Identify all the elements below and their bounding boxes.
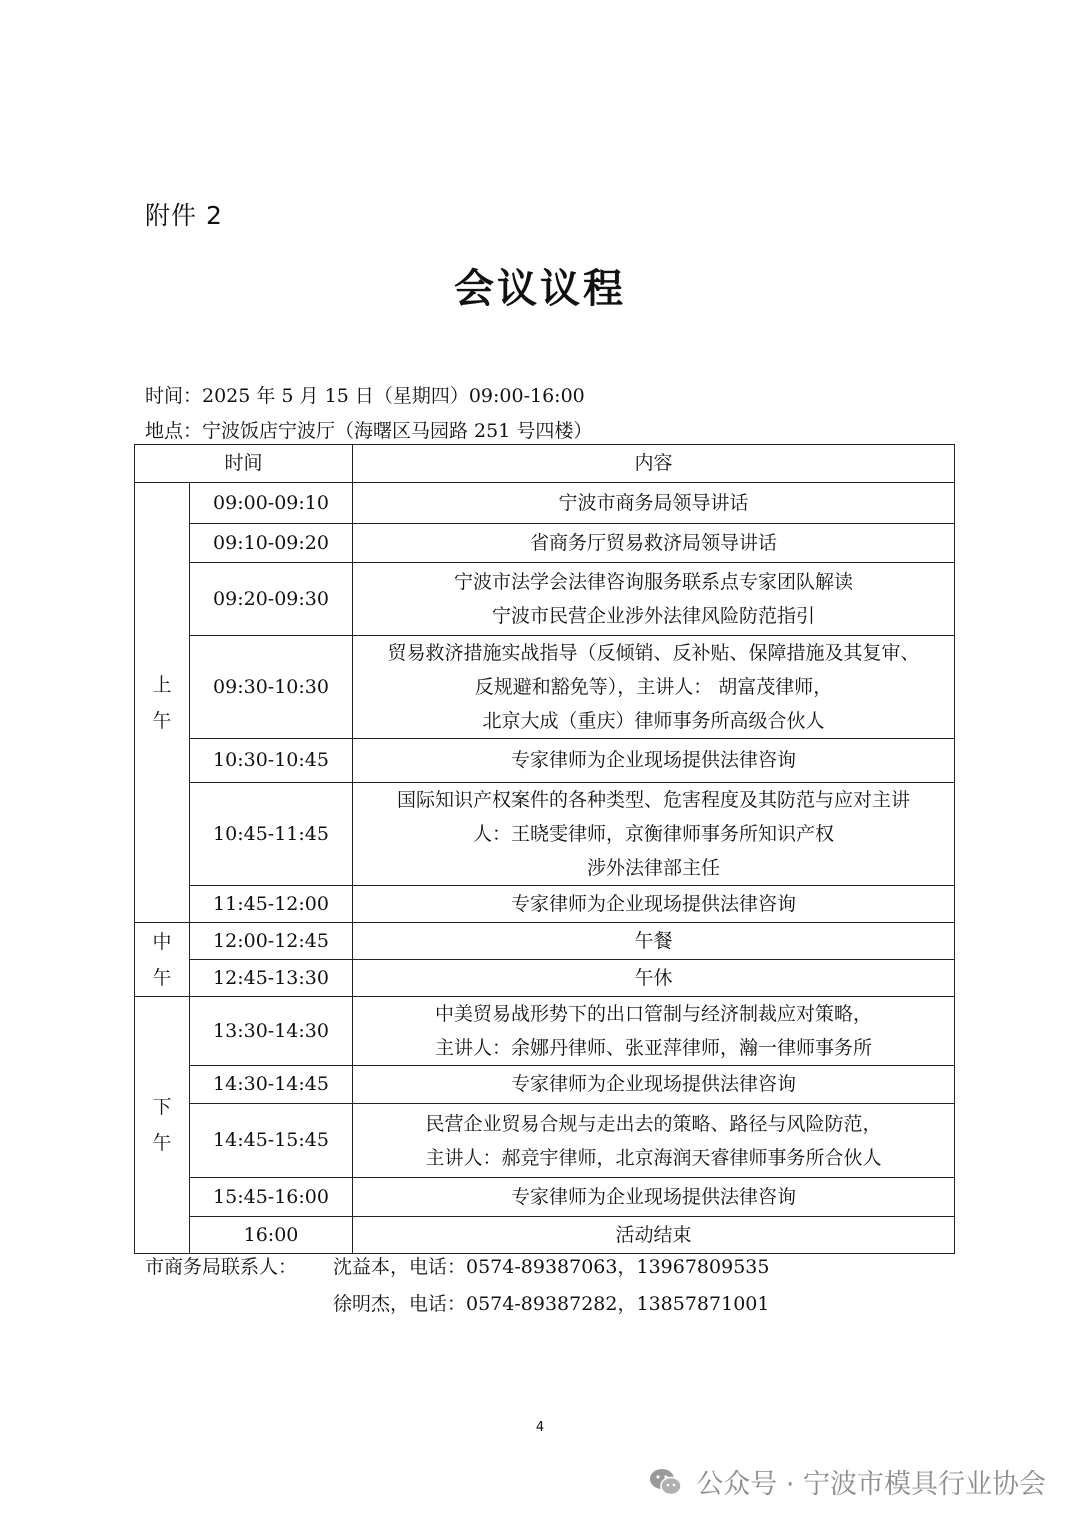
row-time: 14:45-15:45 — [190, 1104, 353, 1178]
watermark-text: 公众号 · 宁波市模具行业协会 — [696, 1469, 1046, 1500]
row-time: 13:30-14:30 — [190, 997, 353, 1066]
table-row — [135, 1178, 955, 1217]
table-row — [135, 483, 955, 524]
table-row — [135, 739, 955, 783]
wechat-icon — [648, 1467, 684, 1497]
contact-person: 沈益本，电话：0574-89387063，13967809535 — [333, 1256, 770, 1278]
watermark — [648, 1462, 1046, 1501]
header-content: 内容 — [353, 445, 955, 483]
table-row — [135, 1066, 955, 1104]
row-time: 09:10-09:20 — [190, 524, 353, 563]
meeting-place: 地点：宁波饭店宁波厅（海曙区马园路 251 号四楼） — [145, 420, 593, 442]
row-content: 宁波市法学会法律咨询服务联系点专家团队解读 宁波市民营企业涉外法律风险防范指引 — [353, 563, 955, 636]
page-number: 4 — [535, 1420, 545, 1435]
row-time: 12:00-12:45 — [190, 923, 353, 960]
row-time: 09:20-09:30 — [190, 563, 353, 636]
row-time: 15:45-16:00 — [190, 1178, 353, 1217]
row-content: 午休 — [353, 960, 955, 997]
row-content: 专家律师为企业现场提供法律咨询 — [353, 1066, 955, 1104]
table-row — [135, 783, 955, 886]
table-row — [135, 524, 955, 563]
row-time: 09:30-10:30 — [190, 636, 353, 739]
period-afternoon: 下 午 — [135, 997, 190, 1254]
row-time: 10:45-11:45 — [190, 783, 353, 886]
row-time: 11:45-12:00 — [190, 886, 353, 923]
row-time: 10:30-10:45 — [190, 739, 353, 783]
table-row — [135, 636, 955, 739]
table-header-row — [135, 445, 955, 483]
row-content: 省商务厅贸易救济局领导讲话 — [353, 524, 955, 563]
table-row — [135, 886, 955, 923]
attachment-label: 附件 2 — [145, 201, 223, 230]
agenda-table — [134, 444, 955, 1254]
contacts-label: 市商务局联系人： — [145, 1256, 298, 1278]
row-content: 民营企业贸易合规与走出去的策略、路径与风险防范， 主讲人：郝竞宇律师，北京海润天睿律师事务所合伙人 — [353, 1104, 955, 1178]
table-row — [135, 1104, 955, 1178]
table-row — [135, 997, 955, 1066]
row-content: 贸易救济措施实战指导（反倾销、反补贴、保障措施及其复审、 反规避和豁免等），主讲人： 胡富茂律师， 北京大成（重庆）律师事务所高级合伙人 — [353, 636, 955, 739]
period-morning: 上 午 — [135, 483, 190, 923]
row-content: 午餐 — [353, 923, 955, 960]
table-row — [135, 923, 955, 960]
row-time: 14:30-14:45 — [190, 1066, 353, 1104]
row-content: 中美贸易战形势下的出口管制与经济制裁应对策略， 主讲人：余娜丹律师、张亚萍律师，瀚一律师事务所 — [353, 997, 955, 1066]
row-content: 专家律师为企业现场提供法律咨询 — [353, 886, 955, 923]
row-content: 国际知识产权案件的各种类型、危害程度及其防范与应对主讲 人：王晓雯律师，京衡律师事务所知识产权 涉外法律部主任 — [353, 783, 955, 886]
contact-person: 徐明杰，电话：0574-89387282，13857871001 — [333, 1293, 770, 1315]
row-content: 专家律师为企业现场提供法律咨询 — [353, 739, 955, 783]
table-row — [135, 960, 955, 997]
row-content: 活动结束 — [353, 1217, 955, 1254]
table-row — [135, 563, 955, 636]
page-title: 会议议程 — [454, 266, 626, 312]
meeting-time: 时间：2025 年 5 月 15 日（星期四）09:00-16:00 — [145, 385, 585, 407]
period-noon: 中 午 — [135, 923, 190, 997]
row-time: 09:00-09:10 — [190, 483, 353, 524]
table-row — [135, 1217, 955, 1254]
row-time: 12:45-13:30 — [190, 960, 353, 997]
row-content: 宁波市商务局领导讲话 — [353, 483, 955, 524]
row-time: 16:00 — [190, 1217, 353, 1254]
header-time: 时间 — [135, 445, 353, 483]
row-content: 专家律师为企业现场提供法律咨询 — [353, 1178, 955, 1217]
